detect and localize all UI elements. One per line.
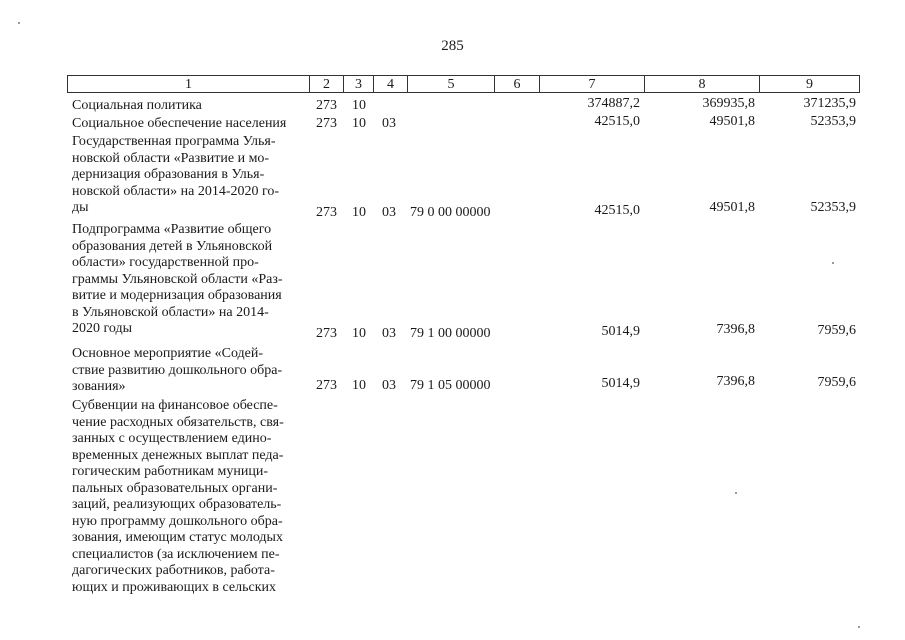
code-subsection: 03: [382, 205, 396, 220]
amount-col9: 7959,6: [817, 375, 856, 390]
code-subsection: 03: [382, 116, 396, 131]
column-header: 4: [374, 75, 408, 93]
code-section: 10: [352, 205, 366, 220]
row-description: Подпрограмма «Развитие общего образования детей в Ульяновской области» государственной про- граммы Ульяновской области «Раз- витие и модернизация образования в Ульяновской области» на 2014- 2020 годы: [72, 222, 283, 336]
column-header: 1: [67, 75, 310, 93]
code-chapter: 273: [316, 98, 337, 113]
scan-speck: [858, 626, 860, 628]
code-chapter: 273: [316, 326, 337, 341]
code-section: 10: [352, 98, 366, 113]
amount-col7: 42515,0: [594, 203, 640, 218]
column-header: 3: [344, 75, 374, 93]
amount-col9: 7959,6: [817, 323, 856, 338]
amount-col8: 369935,8: [702, 96, 755, 111]
row-description: Основное мероприятие «Содей- ствие развитию дошкольного обра- зования»: [72, 346, 283, 394]
target-article: 79 1 05 00000: [410, 378, 491, 393]
code-chapter: 273: [316, 116, 337, 131]
column-header: 5: [408, 75, 495, 93]
column-header: 7: [540, 75, 645, 93]
row-description: Государственная программа Улья- новской области «Развитие и мо- дернизация образования в Улья- новской области» на 2014-2020 го- ды: [72, 134, 280, 215]
code-subsection: 03: [382, 378, 396, 393]
code-chapter: 273: [316, 205, 337, 220]
amount-col9: 371235,9: [803, 96, 856, 111]
code-section: 10: [352, 116, 366, 131]
column-header: 8: [645, 75, 760, 93]
column-header: 9: [760, 75, 860, 93]
row-description: Социальное обеспечение населения: [72, 116, 287, 131]
code-subsection: 03: [382, 326, 396, 341]
amount-col8: 7396,8: [716, 374, 755, 389]
row-description: Субвенции на финансовое обеспе- чение расходных обязательств, свя- занных с осуществлением едино- временных денежных выплат педа- гогическим работникам муници- пальных образовательных органи- заций, реализующих образователь- ную программу дошкольного обра- зования, имеющим статус молодых специалистов (за исключением пе- дагогических работников, работа- ющих и проживающих в сельских: [72, 398, 284, 595]
row-description: Социальная политика: [72, 98, 202, 113]
amount-col8: 49501,8: [709, 114, 755, 129]
page-number: 285: [441, 38, 464, 54]
target-article: 79 0 00 00000: [410, 205, 491, 220]
code-section: 10: [352, 326, 366, 341]
scan-speck: [735, 492, 737, 494]
target-article: 79 1 00 00000: [410, 326, 491, 341]
amount-col9: 52353,9: [810, 114, 856, 129]
amount-col7: 5014,9: [601, 324, 640, 339]
amount-col7: 5014,9: [601, 376, 640, 391]
code-chapter: 273: [316, 378, 337, 393]
amount-col7: 42515,0: [594, 114, 640, 129]
scan-speck: [18, 22, 20, 24]
column-header: 2: [310, 75, 344, 93]
column-header: 6: [495, 75, 540, 93]
amount-col7: 374887,2: [587, 96, 640, 111]
code-section: 10: [352, 378, 366, 393]
amount-col8: 49501,8: [709, 200, 755, 215]
amount-col8: 7396,8: [716, 322, 755, 337]
amount-col9: 52353,9: [810, 200, 856, 215]
scan-speck: [832, 262, 834, 264]
